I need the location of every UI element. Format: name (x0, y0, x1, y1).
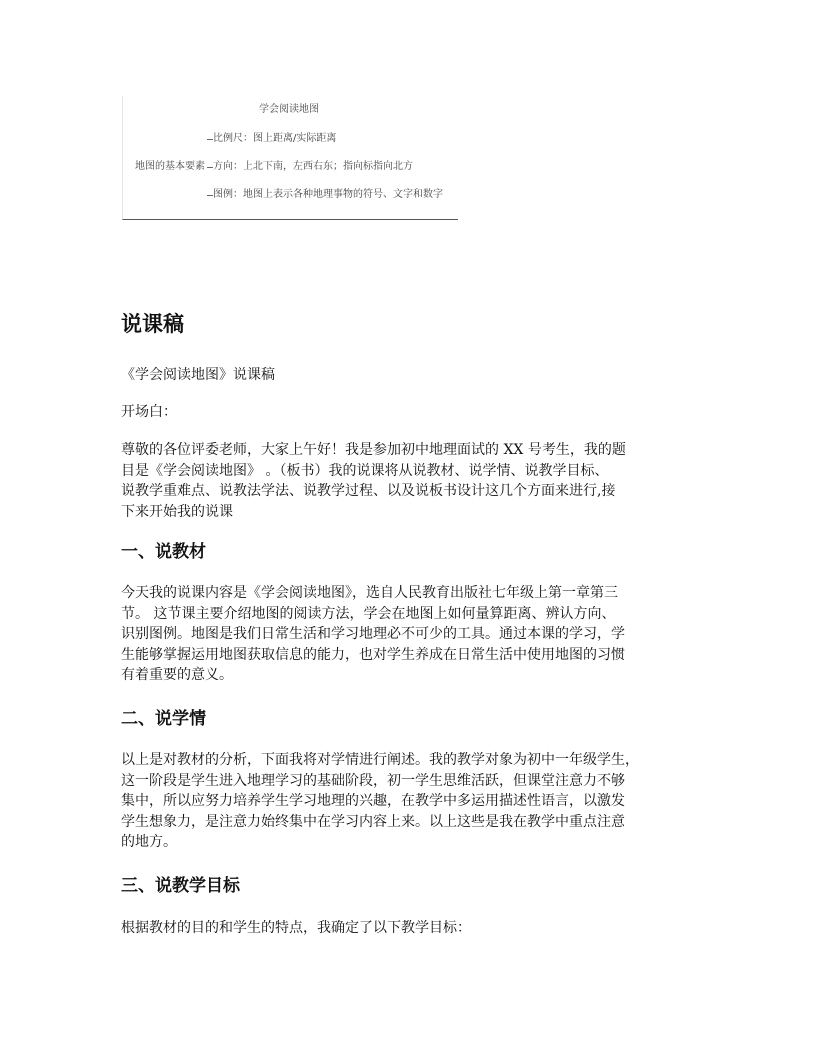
section-textbook-paragraph (121, 583, 721, 686)
paragraph-line: 有着重要的意义。 (121, 667, 233, 683)
paragraph-line: 以上是对教材的分析，下面我将对学情进行阐述。我的教学对象为初中一年级学生， (121, 752, 639, 768)
paragraph-line: 节。 这节课主要介绍地图的阅读方法，学会在地图上如何量算距离、辨认方向、 (121, 605, 616, 622)
board-branch-scale: 比例尺：图上距离/实际距离 (213, 133, 337, 144)
paragraph-line: 尊敬的各位评委老师，大家上午好！我是参加初中地理面试的 XX 号考生，我的题 (121, 442, 626, 458)
section-objectives-paragraph (121, 918, 721, 939)
paragraph-line: 这一阶段是学生进入地理学习的基础阶段，初一学生思维活跃，但课堂注意力不够 (121, 772, 625, 789)
paragraph-line: 目是《学会阅读地图》 。（板书）我的说课将从说教材、说学情、说教学目标、 (121, 462, 609, 479)
paragraph-line: 今天我的说课内容是《学会阅读地图》，选自人民教育出版社七年级上第一章第三 (121, 585, 618, 601)
subtitle-text: 《学会阅读地图》说课稿 (121, 367, 275, 383)
paragraph-line: 根据教材的目的和学生的特点，我确定了以下教学目标： (121, 920, 471, 936)
section-students-paragraph (121, 750, 721, 853)
paragraph-line: 生能够掌握运用地图获取信息的能力，也对学生养成在日常生活中使用地图的习惯 (121, 646, 625, 663)
opening-label (121, 402, 721, 423)
document-title: 说课稿 (121, 312, 184, 336)
opening-paragraph (121, 440, 721, 522)
board-branch-direction: 方向：上北下南，左西右东；指向标指向北方 (213, 161, 413, 172)
paragraph-line: 学生想象力，是注意力始终集中在学习内容上来。以上这些是我在教学中重点注意 (121, 813, 625, 830)
paragraph-line: 的地方。 (121, 834, 177, 850)
board-root-label: 地图的基本要素 (135, 161, 205, 172)
document-subtitle (121, 365, 721, 386)
paragraph-line: 集中，所以应努力培养学生学习地理的兴趣，在教学中多运用描述性语言，以激发 (121, 793, 625, 809)
paragraph-line: 识别图例。地图是我们日常生活和学习地理必不可少的工具。通过本课的学习，学 (121, 626, 625, 642)
section-heading-textbook: 一、说教材 (121, 542, 206, 562)
paragraph-line: 下来开始我的说课 (121, 503, 233, 520)
section-heading-objectives: 三、说教学目标 (121, 876, 240, 896)
paragraph-line: 说教学重难点、说教法学法、说教学过程、以及说板书设计这几个方面来进行,接 (121, 483, 616, 499)
board-branch-legend: 图例：地图上表示各种地理事物的符号、文字和数字 (213, 189, 443, 200)
section-heading-students: 二、说学情 (121, 709, 206, 729)
board-diagram (122, 96, 458, 220)
board-title: 学会阅读地图 (259, 104, 319, 115)
opening-label-text: 开场白： (121, 404, 177, 420)
